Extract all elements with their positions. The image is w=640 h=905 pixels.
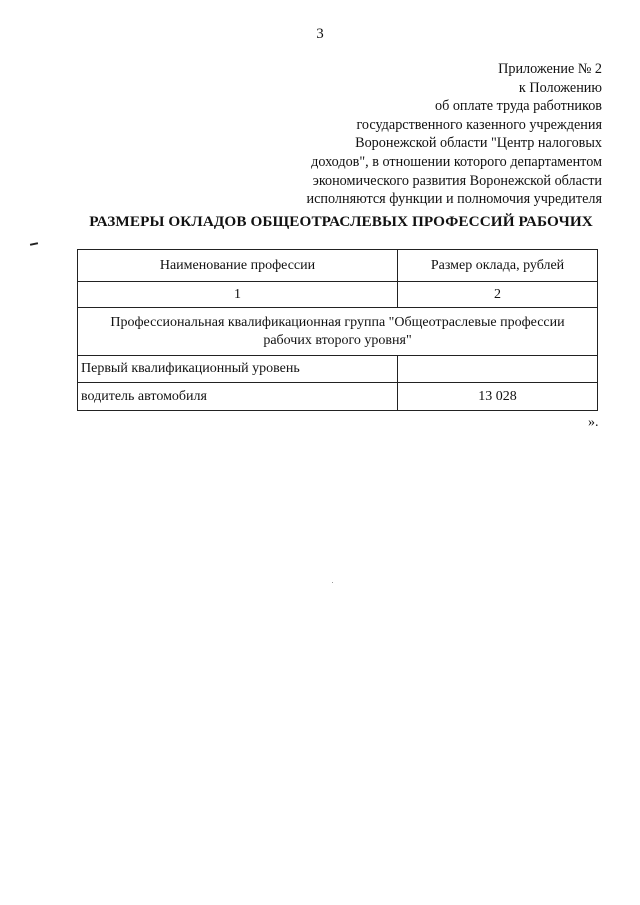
profession-name: водитель автомобиля [78, 383, 398, 411]
appendix-line: об оплате труда работников [434, 98, 602, 115]
qualification-group-line: рабочих второго уровня" [263, 332, 412, 348]
column-number-row [78, 282, 598, 308]
salary-value: 13 028 [398, 383, 598, 411]
column-number-2: 2 [398, 282, 598, 308]
scan-margin-mark [30, 242, 38, 246]
salary-table [77, 249, 598, 411]
appendix-line: доходов", в отношении которого департаментом [311, 153, 602, 170]
appendix-line: экономического развития Воронежской области [312, 172, 602, 189]
appendix-line: исполняются функции и полномочия учредителя [306, 191, 602, 208]
qualification-level-cell: Первый квалификационный уровень [78, 356, 398, 383]
appendix-line: Приложение № 2 [498, 61, 602, 77]
appendix-line: к Положению [518, 79, 602, 96]
document-title: РАЗМЕРЫ ОКЛАДОВ ОБЩЕОТРАСЛЕВЫХ ПРОФЕССИЙ РАБОЧИХ [89, 213, 593, 230]
appendix-line: государственного казенного учреждения [356, 116, 602, 133]
qualification-group-line: Профессиональная квалификационная группа "Общеотраслевые профессии [110, 314, 565, 330]
table-header-row [78, 250, 598, 282]
empty-cell [398, 356, 598, 383]
appendix-line: Воронежской области "Центр налоговых [355, 135, 602, 152]
column-number-1: 1 [78, 282, 398, 308]
closing-quote: ». [588, 415, 599, 430]
qualification-group-row [78, 308, 598, 356]
qualification-level-row [78, 356, 598, 383]
appendix-header [242, 60, 602, 209]
header-salary: Размер оклада, рублей [398, 250, 598, 282]
scan-speck [332, 582, 333, 583]
table-row [78, 383, 598, 411]
qualification-group-cell [78, 308, 598, 356]
header-profession: Наименование профессии [78, 250, 398, 282]
page-number: 3 [316, 26, 324, 42]
